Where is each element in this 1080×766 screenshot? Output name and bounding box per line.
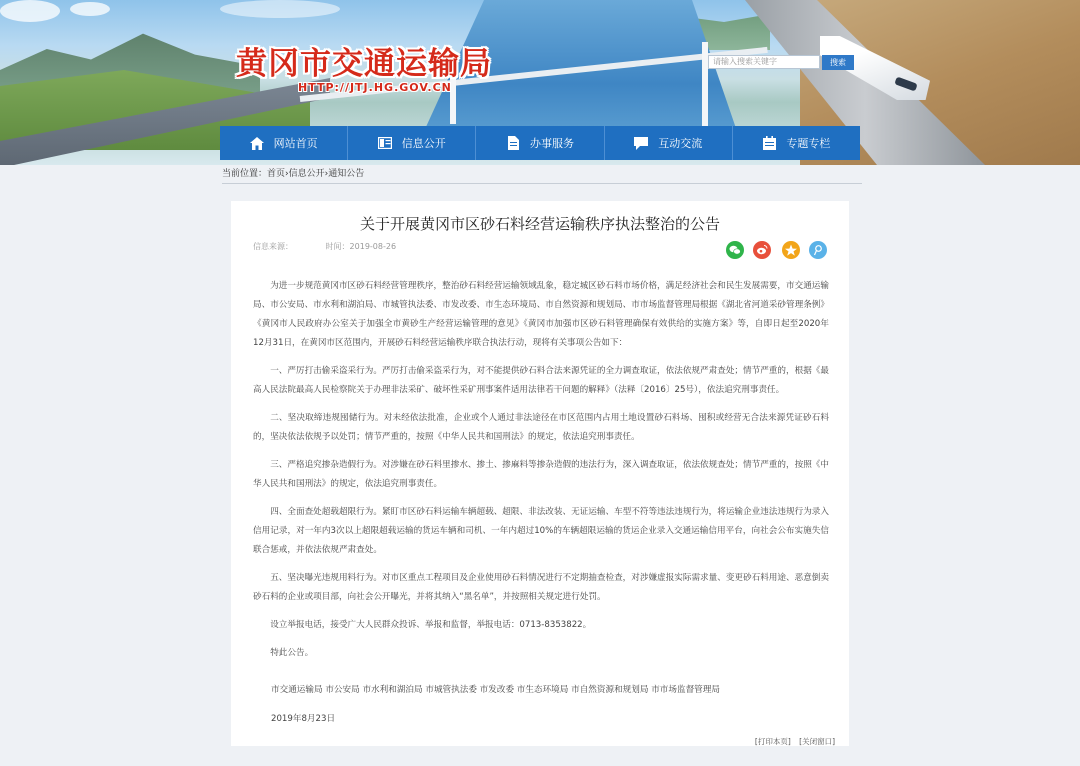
hotline-paragraph: 设立举报电话，接受广大人民群众投诉、举报和监督，举报电话：0713-8353822。 [270, 620, 592, 630]
cloud-decoration [70, 2, 110, 16]
department-name: 市市场监督管理局 [651, 685, 720, 695]
breadcrumb-info-disclosure[interactable]: 信息公开 [288, 169, 325, 179]
department-name: 市城管执法委 [425, 685, 477, 695]
nav-item-label: 互动交流 [658, 137, 703, 150]
clause-paragraph-1: 一、严厉打击偷采盗采行为。严厉打击偷采盗采行为，对不能提供砂石料合法来源凭证的全力调查取证，依法依规严肃查处；情节严重的，根据《最高人民法院最高人民检察院关于办理非法采矿、破坏性采矿刑事案件适用法律若干问题的解释》（法释〔2016〕25号），依法追究刑事责任。 [253, 366, 829, 395]
calendar-icon [762, 136, 776, 150]
article-meta [253, 241, 426, 252]
article-title: 关于开展黄冈市区砂石料经营运输秩序执法整治的公告 [359, 215, 720, 233]
nav-item-label: 办事服务 [530, 137, 574, 150]
nav-item-info-disclosure[interactable] [348, 126, 476, 160]
department-name: 市水利和湖泊局 [362, 685, 423, 695]
breadcrumb [222, 166, 862, 182]
nav-item-special-topics[interactable] [733, 126, 860, 160]
breadcrumb-separator: › [285, 169, 289, 179]
article-panel [231, 201, 849, 746]
cloud-decoration [220, 0, 340, 18]
source-label: 信息来源： [253, 242, 293, 251]
site-url: HTTP://JTJ.HG.GOV.CN [298, 81, 452, 94]
closing-paragraph: 特此公告。 [270, 648, 314, 658]
publish-time [326, 242, 397, 251]
home-icon [250, 136, 264, 150]
weibo-share-icon[interactable] [753, 241, 771, 259]
tencent-weibo-share-icon[interactable] [809, 241, 827, 259]
document-icon [506, 136, 520, 150]
cloud-decoration [0, 0, 60, 22]
intro-paragraph: 为进一步规范黄冈市区砂石料经营管理秩序，整治砂石料经营运输领域乱象，稳定城区砂石料市场价格，满足经济社会和民生发展需要，市交通运输局、市公安局、市水利和湖泊局、市城管执法委、市发改委、市生态环境局、市自然资源和规划局、市市场监督管理局根据《湖北省河道采砂管理条例》《黄冈市人民政府办公室关于加强全市黄砂生产经营运输管理的意见》《黄冈市加强市区砂石料管理确保有效供给的实施方案》等，自即日起至2020年12月31日，在黄冈市区范围内，开展砂石料经营运输秩序联合执法行动，现将有关事项公告如下： [253, 281, 829, 348]
time-label: 时间： [325, 242, 350, 251]
nav-item-interaction[interactable] [605, 126, 733, 160]
search-button[interactable]: 搜索 [822, 55, 854, 70]
breadcrumb-prefix: 当前位置： [222, 169, 268, 179]
info-panel-icon [378, 136, 392, 150]
nav-item-label: 信息公开 [401, 137, 446, 150]
clause-paragraph-5: 五、坚决曝光违规用料行为。对市区重点工程项目及企业使用砂石料情况进行不定期抽查检查，对涉嫌虚报实际需求量、变更砂石料用途、恶意倒卖砂石料的企业或项目部，向社会公开曝光，并将其纳入“黑名单”，并按照相关规定进行处罚。 [253, 573, 829, 602]
clause-paragraph-4: 四、全面查处超载超限行为。紧盯市区砂石料运输车辆超载、超限、非法改装、无证运输、车型不符等违法违规行为，将运输企业违法违规行为录入信用记录，对一年内3次以上超限超载运输的货运车辆和司机、一年内超过10%的车辆超限运输的货运企业录入交通运输信用平台，向社会公布实施失信联合惩戒，并依法依规严肃查处。 [253, 507, 829, 555]
breadcrumb-divider [222, 183, 862, 184]
department-name: 市自然资源和规划局 [571, 685, 649, 695]
nav-item-home[interactable] [220, 126, 348, 160]
clause-paragraph-2: 二、坚决取缔违规囤储行为。对未经依法批准，企业或个人通过非法途径在市区范围内占用土地设置砂石料场、囤积或经营无合法来源凭证砂石料的，坚决依法依规予以处罚；情节严重的，按照《中华人民共和国刑法》的规定，依法追究刑事责任。 [253, 413, 829, 442]
department-name: 市公安局 [325, 685, 360, 695]
time-value: 2019-08-26 [349, 242, 397, 251]
site-title: 黄冈市交通运输局 [236, 46, 492, 82]
nav-item-services[interactable] [476, 126, 604, 160]
breadcrumb-home[interactable]: 首页 [267, 169, 286, 179]
print-page-link[interactable]: [打印本页] [754, 737, 791, 746]
issue-date: 2019年8月23日 [271, 714, 336, 724]
breadcrumb-notices[interactable]: 通知公告 [328, 169, 365, 179]
department-name: 市生态环境局 [516, 685, 569, 695]
search-input[interactable]: 请输入搜索关键字 [708, 55, 820, 69]
qzone-share-icon[interactable] [782, 241, 800, 259]
nav-item-label: 网站首页 [273, 137, 318, 150]
wechat-share-icon[interactable] [726, 241, 744, 259]
department-name: 市交通运输局 [271, 685, 323, 695]
article-footer-links [749, 736, 835, 747]
clause-paragraph-3: 三、严格追究掺杂造假行为。对涉嫌在砂石料里掺水、掺土、掺麻料等掺杂造假的违法行为，深入调查取证，依法依规查处；情节严重的，按照《中华人民共和国刑法》的规定，依法追究刑事责任。 [253, 460, 829, 489]
nav-item-label: 专题专栏 [786, 137, 831, 150]
issuing-departments [271, 683, 720, 695]
chat-icon [634, 136, 648, 150]
breadcrumb-separator: › [324, 169, 329, 179]
department-name: 市发改委 [479, 685, 515, 695]
close-window-link[interactable]: [关闭窗口] [799, 737, 835, 746]
main-nav [220, 126, 860, 160]
article-body [253, 277, 829, 672]
